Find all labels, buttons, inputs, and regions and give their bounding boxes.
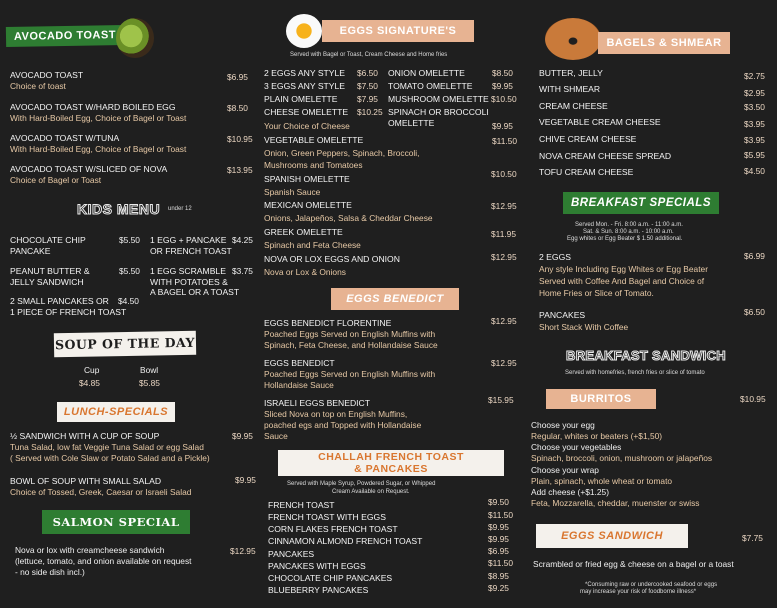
eggs-sig-left-2-price: $7.50 <box>357 81 378 91</box>
eggs-sig-left-2-name: 3 EGGS ANY STYLE <box>264 81 346 91</box>
challah-banner <box>278 450 504 476</box>
breakfast-hours-1: Served Mon. - Fri. 8:00 a.m. - 11:00 a.m. <box>575 222 683 228</box>
lunch-item-1-desc2: ( Served with Cole Slaw or Potato Salad and a Pickle) <box>10 453 210 463</box>
bagel-item-4-name: VEGETABLE CREAM CHEESE <box>539 117 661 127</box>
avocado-item-3-name: AVOCADO TOAST W/TUNA <box>10 133 120 143</box>
bagel-item-5-name: CHIVE CREAM CHEESE <box>539 134 637 144</box>
burritos-banner <box>546 389 656 409</box>
eggs-sig-right-3-price: $10.50 <box>491 94 517 104</box>
eggs-signature-subtitle: Served with Bagel or Toast, Cream Cheese and Home fries <box>290 52 448 58</box>
eggs-signature-banner <box>322 20 474 42</box>
kids-item-5-price: $4.50 <box>118 296 139 306</box>
challah-item-6-price: $11.50 <box>488 558 513 568</box>
bagel-item-2-name: WITH SHMEAR <box>539 84 601 94</box>
burrito-line-3: Choose your vegetables <box>531 442 622 452</box>
bagel-item-6-name: NOVA CREAM CHEESE SPREAD <box>539 151 672 161</box>
burrito-line-8: Feta, Mozzarella, cheddar, muenster or swiss <box>531 498 700 508</box>
bagels-shmear-title: BAGELS & SHMEAR <box>606 37 722 49</box>
eggs-sig-full-4-desc: Spinach and Feta Cheese <box>264 240 361 250</box>
eggs-sig-left-1-name: 2 EGGS ANY STYLE <box>264 68 346 78</box>
challah-item-2-price: $11.50 <box>488 510 513 520</box>
benedict-item-2-price: $12.95 <box>491 358 517 368</box>
avocado-toast-banner <box>6 25 124 47</box>
salmon-line-3: - no side dish incl.) <box>15 567 85 577</box>
bagel-item-3-name: CREAM CHEESE <box>539 101 608 111</box>
breakfast-sandwich-subtitle: Served with homefries, french fries or slice of tomato <box>565 370 705 376</box>
challah-item-7-name: CHOCOLATE CHIP PANCAKES <box>268 573 393 583</box>
benedict-item-2-desc2: Hollandaise Sauce <box>264 380 334 390</box>
lunch-item-2-name: BOWL OF SOUP WITH SMALL SALAD <box>10 476 162 486</box>
avocado-item-4-price: $13.95 <box>227 165 253 175</box>
footer-note-1: *Consuming raw or undercooked seafood or eggs <box>585 582 718 588</box>
burritos-price: $10.95 <box>740 394 766 404</box>
eggs-sig-full-4-price: $11.95 <box>491 229 516 239</box>
eggs-sig-full-1-name: VEGETABLE OMELETTE <box>264 135 364 145</box>
kids-item-1-name: CHOCOLATE CHIP PANCAKE <box>10 235 86 256</box>
challah-item-7-price: $8.95 <box>488 571 509 581</box>
kids-menu-title: KIDS MENU <box>77 201 161 217</box>
eggs-sig-cheese-choice: Your Choice of Cheese <box>264 121 350 131</box>
eggs-sig-full-4-name: GREEK OMELETTE <box>264 227 343 237</box>
kids-item-3-name: PEANUT BUTTER & JELLY SANDWICH <box>10 266 90 287</box>
bagel-item-3-price: $3.50 <box>744 102 765 112</box>
avocado-item-1-name: AVOCADO TOAST <box>10 70 84 80</box>
soup-bowl-price: $5.85 <box>139 378 160 388</box>
avocado-item-1-desc: Choice of toast <box>10 81 66 91</box>
lunch-item-2-desc: Choice of Tossed, Greek, Caesar or Israeli Salad <box>10 487 192 497</box>
challah-item-2-name: FRENCH TOAST WITH EGGS <box>268 512 386 522</box>
salmon-special-banner <box>42 510 190 534</box>
eggs-sandwich-banner <box>536 524 688 548</box>
eggs-sig-left-4-price: $10.25 <box>357 107 383 117</box>
breakfast-item-1-desc: Any style Including Egg Whites or Egg Beater <box>539 264 708 274</box>
challah-item-6-name: PANCAKES WITH EGGS <box>268 561 366 571</box>
breakfast-item-2-price: $6.50 <box>744 307 765 317</box>
challah-item-4-price: $9.95 <box>488 534 509 544</box>
breakfast-hours-2: Sat. & Sun. 8:00 a.m. - 10:00 a.m. <box>583 229 674 235</box>
burrito-line-4: Spinach, broccoli, onion, mushroom or jalapeños <box>531 453 713 463</box>
lunch-item-1-name: ½ SANDWICH WITH A CUP OF SOUP <box>10 431 160 441</box>
breakfast-item-1-name: 2 EGGS <box>539 252 571 262</box>
eggs-sig-full-5-name: NOVA OR LOX EGGS AND ONION <box>264 254 400 264</box>
avocado-item-2-desc: With Hard-Boiled Egg, Choice of Bagel or Toast <box>10 113 187 123</box>
avocado-item-2-name: AVOCADO TOAST W/HARD BOILED EGG <box>10 102 176 112</box>
bagel-item-5-price: $3.95 <box>744 135 765 145</box>
eggs-sig-full-3-price: $12.95 <box>491 201 517 211</box>
challah-title-line-2: & PANCAKES <box>354 463 428 475</box>
benedict-item-3-price: $15.95 <box>488 395 514 405</box>
eggs-signature-title: EGGS SIGNATURE'S <box>339 25 457 37</box>
lunch-specials-title: LUNCH-SPECIALS <box>63 406 169 418</box>
lunch-item-2-price: $9.95 <box>235 475 256 485</box>
burrito-line-5: Choose your wrap <box>531 465 599 475</box>
challah-item-3-name: CORN FLAKES FRENCH TOAST <box>268 524 398 534</box>
challah-item-3-price: $9.95 <box>488 522 509 532</box>
breakfast-hours-3: Egg whites or Egg Beater $ 1.50 additional. <box>567 236 683 242</box>
eggs-benedict-title: EGGS BENEDICT <box>346 293 444 305</box>
benedict-item-1-price: $12.95 <box>491 316 517 326</box>
eggs-sig-full-5-price: $12.95 <box>491 252 517 262</box>
kids-item-5-name: 2 SMALL PANCAKES OR 1 PIECE OF FRENCH TOAST <box>10 296 127 317</box>
salmon-price: $12.95 <box>230 546 256 556</box>
breakfast-item-1-price: $6.99 <box>744 251 765 261</box>
eggs-sig-right-2-price: $9.95 <box>492 81 513 91</box>
breakfast-specials-banner <box>563 192 719 214</box>
bagels-shmear-banner <box>598 32 730 54</box>
challah-item-1-price: $9.50 <box>488 497 509 507</box>
eggs-sandwich-price: $7.75 <box>742 533 763 543</box>
footer-note-2: may increase your risk of foodborne illness* <box>580 589 697 595</box>
bagel-item-7-price: $4.50 <box>744 166 765 176</box>
eggs-sig-left-3-name: PLAIN OMELETTE <box>264 94 338 104</box>
lunch-item-1-price: $9.95 <box>232 431 253 441</box>
kids-item-3-price: $5.50 <box>119 266 140 276</box>
avocado-toast-title: AVOCADO TOAST <box>13 29 117 43</box>
salmon-special-title: SALMON SPECIAL <box>52 515 180 529</box>
eggs-sig-full-1-price: $11.50 <box>492 136 517 146</box>
kids-item-1-price: $5.50 <box>119 235 140 245</box>
salmon-line-1: Nova or lox with creamcheese sandwich <box>15 545 165 555</box>
eggs-sig-full-1-desc2: Mushrooms and Tomatoes <box>264 160 363 170</box>
avocado-item-3-price: $10.95 <box>227 134 253 144</box>
eggs-benedict-banner <box>331 288 459 310</box>
avocado-item-2-price: $8.50 <box>227 103 248 113</box>
kids-menu-subtitle: under 12 <box>168 206 192 212</box>
avocado-item-4-desc: Choice of Bagel or Toast <box>10 175 102 185</box>
eggs-sig-left-3-price: $7.95 <box>357 94 378 104</box>
bagel-item-2-price: $2.95 <box>744 88 765 98</box>
benedict-item-2-name: EGGS BENEDICT <box>264 358 335 368</box>
challah-subtitle-2: Cream Available on Request. <box>332 489 410 495</box>
bagel-item-1-name: BUTTER, JELLY <box>539 68 603 78</box>
breakfast-sandwich-title: BREAKFAST SANDWICH <box>566 348 726 363</box>
eggs-sig-right-2-name: TOMATO OMELETTE <box>388 81 473 91</box>
challah-subtitle-1: Served with Maple Syrup, Powdered Sugar, or Whipped <box>287 481 436 487</box>
bagel-item-6-price: $5.95 <box>744 150 765 160</box>
salmon-line-2: (lettuce, tomato, and onion available on request <box>15 556 192 566</box>
eggs-sig-right-3-name: MUSHROOM OMELETTE <box>388 94 489 104</box>
eggs-sig-left-4-name: CHEESE OMELETTE <box>264 107 349 117</box>
benedict-item-3-desc3: Sauce <box>264 431 288 441</box>
lunch-specials-banner <box>57 402 175 422</box>
burrito-line-2: Regular, whites or beaters (+$1,50) <box>531 431 663 441</box>
burrito-line-7: Add cheese (+$1.25) <box>531 487 609 497</box>
benedict-item-3-name: ISRAELI EGGS BENEDICT <box>264 398 371 408</box>
avocado-item-4-name: AVOCADO TOAST W/SLICED OF NOVA <box>10 164 168 174</box>
avocado-toast-image <box>116 18 154 58</box>
benedict-item-1-name: EGGS BENEDICT FLORENTINE <box>264 318 392 328</box>
eggs-sig-left-1-price: $6.50 <box>357 68 378 78</box>
challah-item-5-name: PANCAKES <box>268 549 315 559</box>
kids-item-2-name: 1 EGG + PANCAKE OR FRENCH TOAST <box>150 235 232 256</box>
eggs-sig-full-2-desc: Spanish Sauce <box>264 187 321 197</box>
lunch-item-1-desc: Tuna Salad, low fat Veggie Tuna Salad or egg Salad <box>10 442 204 452</box>
challah-item-8-name: BLUEBERRY PANCAKES <box>268 585 369 595</box>
challah-item-1-name: FRENCH TOAST <box>268 500 335 510</box>
challah-item-5-price: $6.95 <box>488 546 509 556</box>
eggs-sandwich-desc: Scrambled or fried egg & cheese on a bagel or a toast <box>533 559 734 569</box>
benedict-item-2-desc: Poached Eggs Served on English Muffins with <box>264 369 436 379</box>
soup-cup-price: $4.85 <box>79 378 100 388</box>
kids-item-2-price: $4.25 <box>232 235 253 245</box>
soup-title: SOUP OF THE DAY <box>54 334 196 353</box>
bagel-item-4-price: $3.95 <box>744 119 765 129</box>
challah-item-4-name: CINNAMON ALMOND FRENCH TOAST <box>268 536 423 546</box>
breakfast-item-2-name: PANCAKES <box>539 310 586 320</box>
challah-item-8-price: $9.25 <box>488 583 509 593</box>
soup-bowl-label: Bowl <box>140 365 159 375</box>
eggs-sig-right-4-name: SPINACH OR BROCCOLI OMELETTE <box>388 107 489 128</box>
eggs-sig-full-5-desc: Nova or Lox & Onions <box>264 267 346 277</box>
kids-item-4-name: 1 EGG SCRAMBLE WITH POTATOES & A BAGEL OR A TOAST <box>150 266 240 297</box>
soup-of-the-day-banner <box>54 331 196 357</box>
benedict-item-1-desc: Poached Eggs Served on English Muffins with <box>264 329 436 339</box>
kids-item-4-price: $3.75 <box>232 266 253 276</box>
bagel-item-7-name: TOFU CREAM CHEESE <box>539 167 634 177</box>
avocado-item-1-price: $6.95 <box>227 72 248 82</box>
breakfast-item-1-desc3: Home Fries or Slice of Tomato. <box>539 288 654 298</box>
eggs-sig-full-1-desc: Onion, Green Peppers, Spinach, Broccoli, <box>264 148 420 158</box>
eggs-sig-right-4-price: $9.95 <box>492 121 513 131</box>
breakfast-specials-title: BREAKFAST SPECIALS <box>571 197 711 209</box>
benedict-item-3-desc2: poached egs and Topped with Hollandaise <box>264 420 422 430</box>
eggs-sig-full-2-price: $10.50 <box>491 169 517 179</box>
eggs-sig-full-2-name: SPANISH OMELETTE <box>264 174 350 184</box>
bagel-item-1-price: $2.75 <box>744 71 765 81</box>
eggs-sig-right-1-name: ONION OMELETTE <box>388 68 465 78</box>
burritos-title: BURRITOS <box>570 393 632 405</box>
fried-egg-icon <box>286 14 322 48</box>
burrito-line-1: Choose your egg <box>531 420 595 430</box>
eggs-sig-full-3-name: MEXICAN OMELETTE <box>264 200 352 210</box>
challah-title-line-1: CHALLAH FRENCH TOAST <box>318 451 464 463</box>
bagel-icon <box>545 18 601 60</box>
burrito-line-6: Plain, spinach, whole wheat or tomato <box>531 476 673 486</box>
breakfast-item-2-desc: Short Stack With Coffee <box>539 322 629 332</box>
eggs-sandwich-title: EGGS SANDWICH <box>561 530 663 542</box>
breakfast-item-1-desc2: Served with Coffee And Bagel and Choice of <box>539 276 705 286</box>
benedict-item-3-desc: Sliced Nova on top on English Muffins, <box>264 409 408 419</box>
eggs-sig-right-1-price: $8.50 <box>492 68 513 78</box>
benedict-item-1-desc2: Spinach, Feta Cheese, and Hollandaise Sauce <box>264 340 438 350</box>
eggs-sig-full-3-desc: Onions, Jalapeños, Salsa & Cheddar Cheese <box>264 213 433 223</box>
avocado-item-3-desc: With Hard-Boiled Egg, Choice of Bagel or Toast <box>10 144 187 154</box>
soup-cup-label: Cup <box>84 365 100 375</box>
